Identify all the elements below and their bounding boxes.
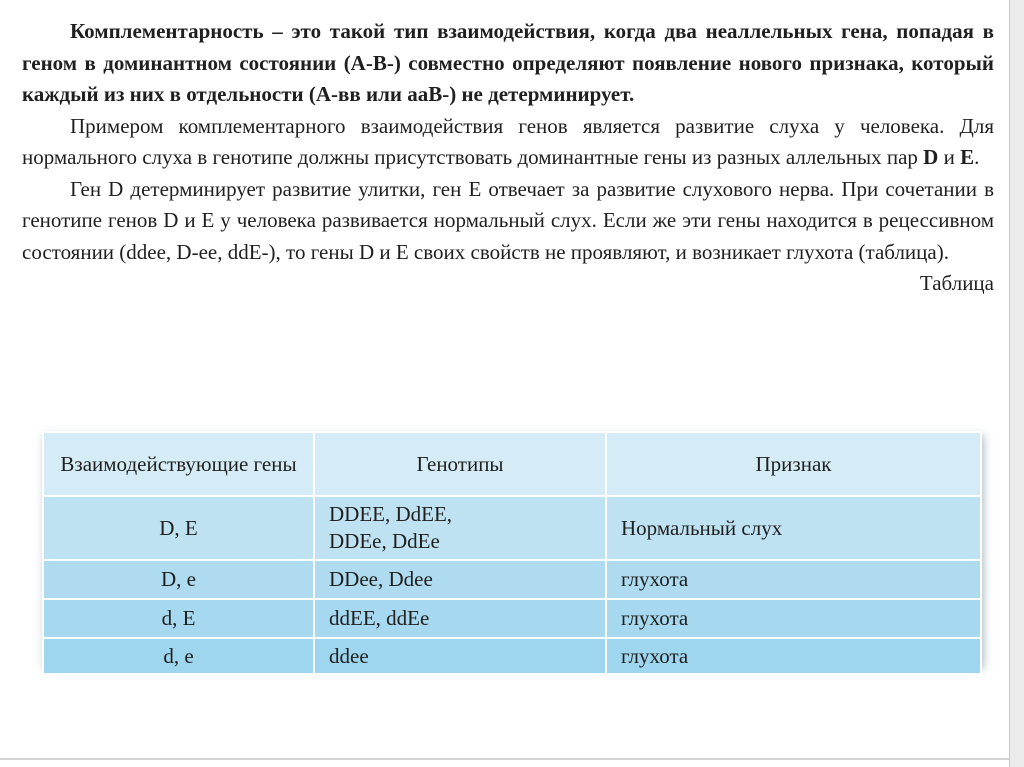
slide-bottom-divider — [0, 758, 1009, 760]
header-genes: Взаимодействующие гены — [43, 432, 314, 496]
cell-genotypes: ddee — [314, 638, 606, 674]
gene-d-label: D — [923, 145, 939, 169]
table-row — [43, 496, 981, 560]
gene-e-label: Е — [960, 145, 975, 169]
table-row — [43, 560, 981, 599]
example-and: и — [938, 145, 961, 169]
cell-genes: D, e — [43, 560, 314, 599]
definition-paragraph: Комплементарность – это такой тип взаимодействия, когда два неаллельных гена, попадая в геном в доминантном состоянии (А-В-) совместно определяют появление нового признака, который каждый из них в отдельности (А-вв или ааВ-) не детерминирует. — [22, 19, 994, 106]
genotypes-line-1: DDEE, DdEE, — [329, 502, 453, 526]
table-header-row — [43, 432, 981, 496]
header-genotypes: Генотипы — [314, 432, 606, 496]
cell-trait: глухота — [606, 638, 981, 674]
cell-genes: d, E — [43, 599, 314, 638]
genes-table-container — [42, 431, 982, 668]
explanation-paragraph: Ген D детерминирует развитие улитки, ген Е отвечает за развитие слухового нерва. При сочетании в генотипе генов D и Е у человека развивается нормальный слух. Если же эти гены находится в рецессивном состоянии (ddee, D-ee, ddE-), то гены D и Е своих свойств не проявляют, и возникает глухота (таблица). — [22, 176, 994, 264]
example-end: . — [974, 145, 980, 169]
example-paragraph — [22, 111, 994, 174]
cell-genotypes: ddEE, ddEe — [314, 599, 606, 638]
table-row — [43, 638, 981, 674]
cell-trait: глухота — [606, 560, 981, 599]
header-trait: Признак — [606, 432, 981, 496]
table-row — [43, 599, 981, 638]
cell-trait: глухота — [606, 599, 981, 638]
cell-trait: Нормальный слух — [606, 496, 981, 560]
genes-table — [42, 431, 982, 675]
table-caption: Таблица — [919, 271, 994, 295]
example-text: Примером комплементарного взаимодействия генов является развитие слуха у человека. Для нормального слуха в генотипе должны присутствовать доминантные гены из разных аллельных пар — [22, 113, 994, 169]
cell-genotypes: DDee, Ddee — [314, 560, 606, 599]
slide-text — [22, 16, 994, 300]
cell-genotypes — [314, 496, 606, 560]
genotypes-line-2: DDEe, DdEe — [329, 529, 440, 553]
slide-right-frame — [1009, 0, 1024, 767]
cell-genes: D, E — [43, 496, 314, 560]
cell-genes: d, e — [43, 638, 314, 674]
